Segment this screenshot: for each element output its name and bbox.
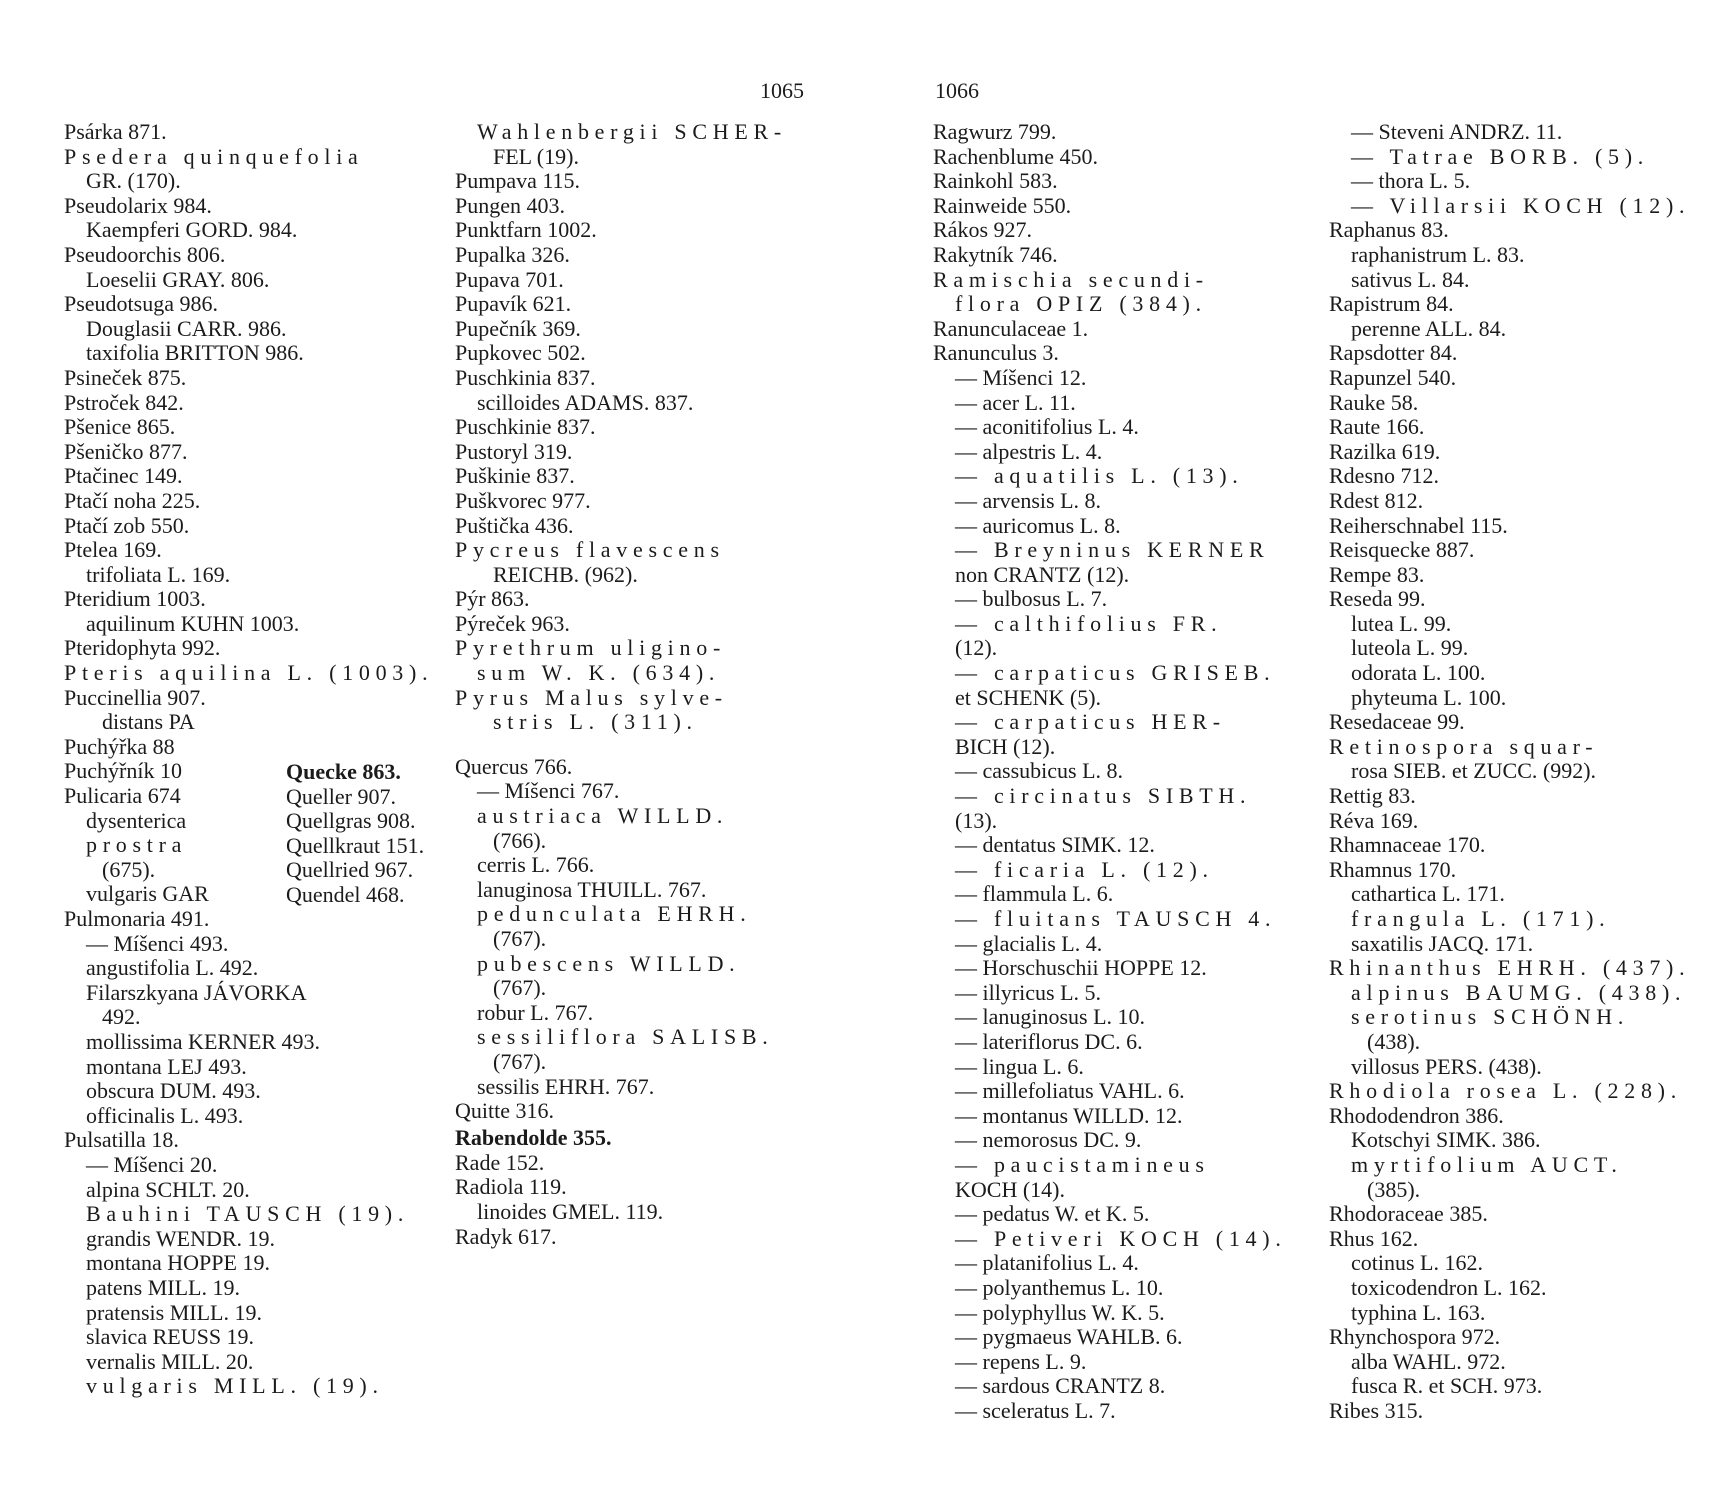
index-entry: vulgaris MILL. (19). bbox=[86, 1373, 384, 1399]
index-entry: Pungen 403. bbox=[455, 192, 565, 218]
index-entry: — dentatus SIMK. 12. bbox=[955, 832, 1155, 858]
index-entry: — flammula L. 6. bbox=[955, 881, 1114, 907]
right-page bbox=[867, 0, 1734, 1501]
index-entry: Filarszkyana JÁVORKA bbox=[86, 979, 307, 1005]
index-entry: Pšeničko 877. bbox=[64, 438, 188, 464]
index-entry: — circinatus SIBTH. bbox=[955, 783, 1252, 809]
index-entry: — millefoliatus VAHL. 6. bbox=[955, 1078, 1185, 1104]
index-entry: Puccinellia 907. bbox=[64, 684, 206, 710]
index-entry: Rhus 162. bbox=[1329, 1225, 1419, 1251]
index-entry: Kotschyi SIMK. 386. bbox=[1351, 1127, 1541, 1153]
index-entry: sativus L. 84. bbox=[1351, 266, 1470, 292]
index-entry: FEL (19). bbox=[493, 143, 579, 169]
index-entry: (767). bbox=[493, 926, 547, 951]
index-entry: cotinus L. 162. bbox=[1351, 1250, 1483, 1276]
index-entry: Pýr 863. bbox=[455, 586, 530, 612]
index-entry: — lanuginosus L. 10. bbox=[955, 1004, 1146, 1030]
index-entry: aquilinum KUHN 1003. bbox=[86, 610, 300, 636]
index-entry: — thora L. 5. bbox=[1351, 168, 1471, 194]
index-entry: — lingua L. 6. bbox=[955, 1053, 1084, 1079]
index-entry: (767). bbox=[493, 975, 547, 1001]
index-entry: taxifolia BRITTON 986. bbox=[86, 340, 304, 366]
index-entry: Pyrus Malus sylve- bbox=[455, 684, 728, 710]
index-entry: Wahlenbergii SCHER- bbox=[477, 119, 787, 144]
index-entry: Pupečník 369. bbox=[455, 315, 581, 341]
index-entry: stris L. (311). bbox=[493, 709, 698, 735]
index-entry: Pupavík 621. bbox=[455, 291, 572, 317]
index-entry: grandis WENDR. 19. bbox=[86, 1225, 276, 1251]
index-entry: Rempe 83. bbox=[1329, 561, 1425, 587]
index-entry: Psedera quinquefolia bbox=[64, 143, 364, 169]
index-entry: (13). bbox=[955, 807, 998, 833]
index-entry: GR. (170). bbox=[86, 168, 181, 194]
index-entry: — montanus WILLD. 12. bbox=[955, 1102, 1183, 1128]
index-entry: Puschkinia 837. bbox=[455, 364, 596, 390]
index-entry: Raphanus 83. bbox=[1329, 217, 1449, 243]
index-entry: Rainweide 550. bbox=[933, 192, 1072, 218]
index-entry: Ranunculus 3. bbox=[933, 340, 1059, 366]
index-entry: — Breyninus KERNER bbox=[955, 537, 1270, 563]
index-entry: — cassubicus L. 8. bbox=[955, 758, 1124, 784]
index-entry: Rakytník 746. bbox=[933, 241, 1058, 267]
index-entry: prostra bbox=[86, 832, 188, 858]
index-entry: Puchýřník 10 bbox=[64, 758, 182, 784]
index-entry: — auricomus L. 8. bbox=[955, 512, 1121, 538]
index-entry: sessiliflora SALISB. bbox=[477, 1024, 774, 1050]
index-entry: (675). bbox=[102, 856, 156, 882]
index-column bbox=[455, 120, 787, 1249]
index-entry: non CRANTZ (12). bbox=[955, 561, 1130, 587]
index-entry: pedunculata EHRH. bbox=[477, 901, 752, 927]
index-entry: Ramischia secundi- bbox=[933, 266, 1209, 292]
index-entry: Psárka 871. bbox=[64, 119, 167, 144]
index-entry: villosus PERS. (438). bbox=[1351, 1053, 1542, 1079]
index-entry: luteola L. 99. bbox=[1351, 635, 1469, 661]
index-entry: Pulicaria 674 bbox=[64, 783, 181, 809]
index-entry: perenne ALL. 84. bbox=[1351, 315, 1507, 341]
index-entry: myrtifolium AUCT. bbox=[1351, 1151, 1623, 1177]
index-entry: Rhododendron 386. bbox=[1329, 1102, 1504, 1128]
index-entry: Pyrethrum uliginо- bbox=[455, 635, 726, 661]
index-entry: Rhinanthus EHRH. (437). bbox=[1329, 955, 1691, 981]
index-entry: Pupalka 326. bbox=[455, 241, 570, 267]
index-entry: alpina SCHLT. 20. bbox=[86, 1176, 250, 1202]
index-entry: fusca R. et SCH. 973. bbox=[1351, 1373, 1543, 1399]
index-entry: Resedaceae 99. bbox=[1329, 709, 1465, 735]
index-entry: alba WAHL. 972. bbox=[1351, 1348, 1506, 1374]
index-entry: phyteuma L. 100. bbox=[1351, 684, 1507, 710]
index-entry: distans PA bbox=[102, 709, 195, 735]
index-entry: — acer L. 11. bbox=[955, 389, 1076, 415]
index-entry: Pumpava 115. bbox=[455, 168, 581, 194]
index-entry: Rákos 927. bbox=[933, 217, 1032, 243]
index-entry: Pupkovec 502. bbox=[455, 340, 586, 366]
index-entry: — fluitans TAUSCH 4. bbox=[955, 906, 1277, 931]
index-entry: Pustoryl 319. bbox=[455, 438, 573, 464]
index-entry: — paucistamineus bbox=[955, 1151, 1210, 1177]
index-entry: — glacialis L. 4. bbox=[955, 930, 1103, 956]
index-entry: — aconitifolius L. 4. bbox=[955, 414, 1139, 440]
index-entry: officinalis L. 493. bbox=[86, 1102, 244, 1128]
index-entry: Quellried 967. bbox=[286, 857, 414, 883]
index-entry: Rapunzel 540. bbox=[1329, 364, 1457, 390]
index-entry: — sardous CRANTZ 8. bbox=[955, 1373, 1166, 1399]
index-entry: Rade 152. bbox=[455, 1149, 545, 1175]
index-entry: Raute 166. bbox=[1329, 414, 1425, 440]
index-entry: rosa SIEB. et ZUCC. (992). bbox=[1351, 758, 1597, 784]
index-entry: sum W. K. (634). bbox=[477, 660, 721, 686]
index-entry: serotinus SCHÖNH. bbox=[1351, 1004, 1630, 1030]
index-entry: Puschkinie 837. bbox=[455, 414, 596, 440]
index-entry: cerris L. 766. bbox=[477, 852, 595, 878]
index-entry: lutea L. 99. bbox=[1351, 610, 1452, 636]
index-entry: — sceleratus L. 7. bbox=[955, 1397, 1116, 1423]
index-entry: — ficaria L. (12). bbox=[955, 856, 1214, 882]
index-entry: typhina L. 163. bbox=[1351, 1299, 1486, 1325]
index-entry: Reiherschnabel 115. bbox=[1329, 512, 1508, 538]
index-entry: Loeselii GRAY. 806. bbox=[86, 266, 270, 292]
index-entry: patens MILL. 19. bbox=[86, 1274, 240, 1300]
index-entry: — Horschuschii HOPPE 12. bbox=[955, 955, 1207, 981]
index-entry: Réva 169. bbox=[1329, 807, 1419, 833]
index-entry: Kaempferi GORD. 984. bbox=[86, 217, 298, 243]
index-entry: saxatilis JACQ. 171. bbox=[1351, 930, 1534, 956]
index-entry: Rhodoraceae 385. bbox=[1329, 1201, 1488, 1227]
index-entry: Ptelea 169. bbox=[64, 537, 162, 563]
index-entry: — illyricus L. 5. bbox=[955, 979, 1102, 1005]
index-entry: Rhynchospora 972. bbox=[1329, 1324, 1501, 1350]
index-entry: Quercus 766. bbox=[455, 753, 573, 779]
index-entry: Quellgras 908. bbox=[286, 808, 416, 834]
page-number-right: 1066 bbox=[935, 78, 979, 103]
index-entry: dysenterica bbox=[86, 807, 187, 833]
index-entry: Reseda 99. bbox=[1329, 586, 1426, 612]
misplaced-index-block bbox=[282, 758, 430, 908]
index-entry: mollissima KERNER 493. bbox=[86, 1028, 321, 1054]
index-entry: Pupava 701. bbox=[455, 266, 564, 292]
index-entry: 492. bbox=[102, 1004, 141, 1030]
index-entry: Pseudoorchis 806. bbox=[64, 241, 226, 267]
index-entry: — Tatrae BORB. (5). bbox=[1351, 143, 1649, 169]
spacer bbox=[455, 735, 787, 755]
index-entry: lanuginosa THUILL. 767. bbox=[477, 876, 707, 902]
index-entry: Pulsatilla 18. bbox=[64, 1127, 179, 1153]
index-entry: (385). bbox=[1367, 1176, 1421, 1202]
index-entry: austriaca WILLD. bbox=[477, 803, 729, 829]
index-entry: — arvensis L. 8. bbox=[955, 487, 1102, 513]
index-entry: cathartica L. 171. bbox=[1351, 881, 1505, 907]
index-entry: — polyphyllus W. K. 5. bbox=[955, 1299, 1165, 1325]
index-entry: Ragwurz 799. bbox=[933, 119, 1057, 144]
index-entry: — Villarsii KOCH (12). bbox=[1351, 192, 1691, 218]
index-entry: — bulbosus L. 7. bbox=[955, 586, 1108, 612]
index-entry: — alpestris L. 4. bbox=[955, 438, 1103, 464]
index-entry: — Míšenci 20. bbox=[86, 1151, 218, 1177]
index-entry: Reisquecke 887. bbox=[1329, 537, 1475, 563]
index-entry: Ptačí zob 550. bbox=[64, 512, 190, 538]
index-entry: pratensis MILL. 19. bbox=[86, 1299, 262, 1325]
index-entry: Quitte 316. bbox=[455, 1098, 554, 1124]
index-entry: montana HOPPE 19. bbox=[86, 1250, 270, 1276]
index-entry: — lateriflorus DC. 6. bbox=[955, 1028, 1143, 1054]
index-entry: Punktfarn 1002. bbox=[455, 217, 597, 243]
index-entry: Radiola 119. bbox=[455, 1174, 567, 1200]
index-entry: Queller 907. bbox=[286, 783, 396, 809]
index-entry: — nemorosus DC. 9. bbox=[955, 1127, 1142, 1153]
page-number-left: 1065 bbox=[760, 78, 804, 103]
index-entry: — carpaticus HER- bbox=[955, 709, 1226, 735]
index-entry: Pseudotsuga 986. bbox=[64, 291, 218, 317]
index-entry: Ranunculaceae 1. bbox=[933, 315, 1089, 341]
index-entry: Psineček 875. bbox=[64, 364, 187, 390]
index-entry: — Petiveri KOCH (14). bbox=[955, 1225, 1287, 1251]
index-entry: Ptačinec 149. bbox=[64, 463, 183, 489]
index-entry: linoides GMEL. 119. bbox=[477, 1199, 664, 1225]
index-entry: Rhodiola rosea L. (228). bbox=[1329, 1078, 1682, 1104]
index-entry: Ptačí noha 225. bbox=[64, 487, 201, 513]
index-entry: — carpaticus GRISEB. bbox=[955, 660, 1276, 686]
index-entry: Pteridium 1003. bbox=[64, 586, 206, 612]
index-entry: Pteridophyta 992. bbox=[64, 635, 221, 661]
index-entry: slavica REUSS 19. bbox=[86, 1324, 255, 1350]
index-entry: Retinospora squar- bbox=[1329, 733, 1599, 759]
index-entry: — Steveni ANDRZ. 11. bbox=[1351, 119, 1563, 144]
index-entry: Pýreček 963. bbox=[455, 610, 570, 636]
index-entry: Rainkohl 583. bbox=[933, 168, 1058, 194]
index-entry: Puškinie 837. bbox=[455, 463, 575, 489]
index-entry: — pedatus W. et K. 5. bbox=[955, 1201, 1150, 1227]
index-entry: Pseudolarix 984. bbox=[64, 192, 212, 218]
index-entry: raphanistrum L. 83. bbox=[1351, 241, 1525, 267]
index-entry: — platanifolius L. 4. bbox=[955, 1250, 1139, 1276]
index-entry: — Míšenci 493. bbox=[86, 930, 229, 956]
index-entry: Rdesno 712. bbox=[1329, 463, 1439, 489]
index-entry: pubescens WILLD. bbox=[477, 950, 741, 976]
index-entry: Rabendolde 355. bbox=[455, 1125, 612, 1151]
index-entry: robur L. 767. bbox=[477, 999, 594, 1025]
index-entry: (438). bbox=[1367, 1028, 1421, 1054]
index-entry: Bauhini TAUSCH (19). bbox=[86, 1201, 410, 1227]
index-entry: (12). bbox=[955, 635, 998, 661]
index-entry: sessilis EHRH. 767. bbox=[477, 1073, 655, 1099]
index-entry: Pycreus flavescens bbox=[455, 537, 725, 563]
index-entry: obscura DUM. 493. bbox=[86, 1078, 261, 1104]
index-entry: vernalis MILL. 20. bbox=[86, 1348, 254, 1374]
index-entry: Rdest 812. bbox=[1329, 487, 1424, 513]
index-entry: angustifolia L. 492. bbox=[86, 955, 259, 981]
index-entry: scilloides ADAMS. 837. bbox=[477, 389, 694, 415]
index-entry: Pteris aquilina L. (1003). bbox=[64, 660, 434, 686]
index-entry: Rettig 83. bbox=[1329, 783, 1416, 809]
index-entry: Pšenice 865. bbox=[64, 414, 176, 440]
index-entry: — Míšenci 767. bbox=[477, 778, 620, 804]
index-entry: flora OPIZ (384). bbox=[955, 291, 1207, 317]
index-entry: Puškvorec 977. bbox=[455, 487, 591, 513]
index-entry: Douglasii CARR. 986. bbox=[86, 315, 287, 341]
index-entry: Quellkraut 151. bbox=[286, 832, 425, 858]
index-entry: vulgaris GAR bbox=[86, 881, 209, 907]
index-entry: — repens L. 9. bbox=[955, 1348, 1087, 1374]
index-entry: Pulmonaria 491. bbox=[64, 906, 210, 931]
index-entry: Rachenblume 450. bbox=[933, 143, 1098, 169]
index-entry: Quecke 863. bbox=[286, 759, 401, 784]
index-column bbox=[933, 120, 1287, 1423]
index-entry: Rapistrum 84. bbox=[1329, 291, 1454, 317]
index-entry: toxicodendron L. 162. bbox=[1351, 1274, 1547, 1300]
index-entry: KOCH (14). bbox=[955, 1176, 1065, 1202]
index-entry: — Míšenci 12. bbox=[955, 364, 1087, 390]
index-entry: Pstroček 842. bbox=[64, 389, 184, 415]
index-entry: montana LEJ 493. bbox=[86, 1053, 247, 1079]
index-entry: Quendel 468. bbox=[286, 881, 405, 907]
index-entry: — calthifolius FR. bbox=[955, 610, 1223, 636]
index-entry: frangula L. (171). bbox=[1351, 906, 1611, 931]
index-entry: Rhamnaceae 170. bbox=[1329, 832, 1486, 858]
index-entry: Rauke 58. bbox=[1329, 389, 1419, 415]
index-entry: — aquatilis L. (13). bbox=[955, 463, 1244, 489]
index-entry: alpinus BAUMG. (438). bbox=[1351, 979, 1687, 1005]
index-entry: — polyanthemus L. 10. bbox=[955, 1274, 1164, 1300]
index-entry: (766). bbox=[493, 827, 547, 853]
index-entry: odorata L. 100. bbox=[1351, 660, 1486, 686]
index-column bbox=[1329, 120, 1690, 1423]
index-entry: Ribes 315. bbox=[1329, 1397, 1424, 1423]
index-entry: trifoliata L. 169. bbox=[86, 561, 231, 587]
index-entry: Puštička 436. bbox=[455, 512, 574, 538]
index-entry: BICH (12). bbox=[955, 733, 1056, 759]
index-entry: REICHB. (962). bbox=[493, 561, 638, 587]
index-entry: (767). bbox=[493, 1048, 547, 1074]
index-entry: Razilka 619. bbox=[1329, 438, 1441, 464]
index-entry: et SCHENK (5). bbox=[955, 684, 1102, 710]
index-entry: — pygmaeus WAHLB. 6. bbox=[955, 1324, 1183, 1350]
index-entry: Puchýřka 88 bbox=[64, 733, 175, 759]
index-entry: Radyk 617. bbox=[455, 1223, 557, 1249]
index-entry: Rhamnus 170. bbox=[1329, 856, 1457, 882]
index-entry: Rapsdotter 84. bbox=[1329, 340, 1458, 366]
